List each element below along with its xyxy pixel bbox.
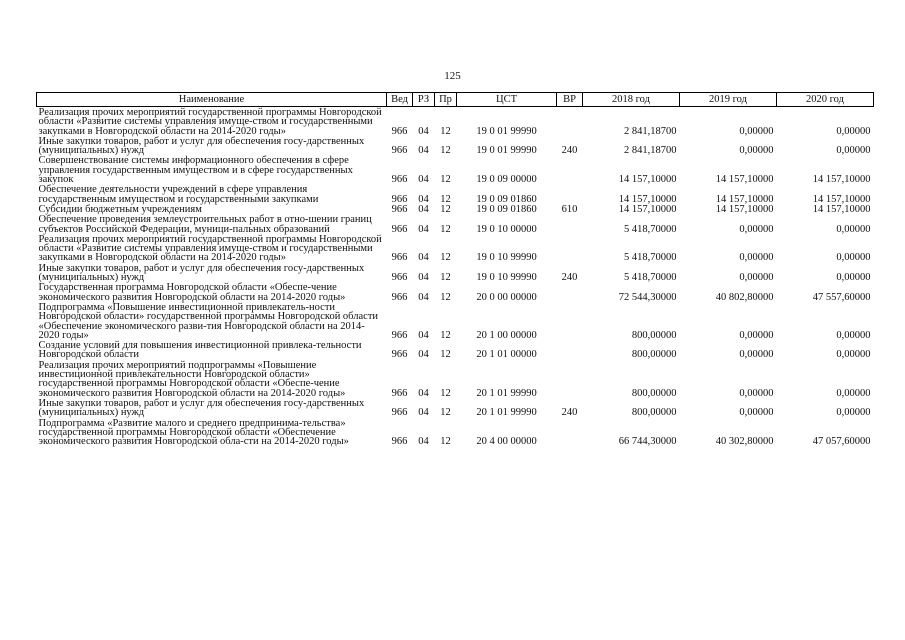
row-name: Иные закупки товаров, работ и услуг для обеспечения госу-дарственных (муниципальных) нужд	[38, 135, 365, 157]
row-pr: 12	[440, 272, 451, 284]
row-vr	[557, 234, 583, 263]
row-vr	[557, 360, 583, 398]
col-header-rz: РЗ	[413, 93, 435, 107]
row-pr: 12	[440, 125, 451, 137]
row-name: Создание условий для повышения инвестиционной привлека-тельности Новгородской области	[38, 340, 362, 361]
row-ved: 966	[391, 145, 408, 157]
row-ved: 966	[391, 125, 408, 137]
row-rz: 04	[418, 145, 429, 157]
col-header-2018: 2018 год	[583, 93, 680, 107]
page-number: 125	[444, 70, 461, 82]
col-header-2020: 2020 год	[777, 93, 874, 107]
row-vr: 240	[561, 407, 578, 419]
row-vr: 240	[561, 145, 578, 157]
row-value-2019: 14 157,10000	[715, 203, 774, 215]
row-pr: 12	[440, 436, 451, 448]
row-vr	[557, 418, 583, 447]
row-pr: 12	[440, 407, 451, 419]
row-name: Подпрограмма «Развитие малого и среднего предпринима-тельства» государственной программы Новгородской области «Обеспечение экономического развития Новгородской обла-сти на 2014-2020 годы»	[38, 417, 349, 448]
row-value-2020: 0,00000	[836, 223, 871, 235]
row-cst: 19 0 01 99990	[476, 145, 537, 157]
row-value-2020: 0,00000	[836, 329, 871, 341]
row-ved: 966	[391, 387, 408, 399]
row-value-2019: 14 157,10000	[715, 174, 774, 186]
table-row	[37, 418, 874, 447]
row-pr: 12	[440, 193, 451, 205]
row-ved: 966	[391, 174, 408, 186]
row-value-2019: 0,00000	[739, 329, 774, 341]
row-cst: 19 0 09 01860	[476, 203, 537, 215]
row-value-2019: 0,00000	[739, 223, 774, 235]
row-value-2020: 14 157,10000	[812, 193, 871, 205]
table-row	[37, 155, 874, 184]
row-rz: 04	[418, 203, 429, 215]
row-cst: 20 1 01 99990	[476, 407, 537, 419]
row-value-2019: 40 302,80000	[715, 436, 774, 448]
row-value-2018: 14 157,10000	[618, 203, 677, 215]
row-name: Государственная программа Новгородской области «Обеспе-чение экономического развития Новгородской области на 2014-2020 годы»	[38, 282, 346, 303]
row-value-2020: 47 557,60000	[812, 291, 871, 303]
row-value-2018: 800,00000	[631, 407, 677, 419]
row-pr: 12	[440, 223, 451, 235]
row-value-2020: 0,00000	[836, 125, 871, 137]
row-rz: 04	[418, 252, 429, 264]
table-row	[37, 282, 874, 302]
row-ved: 966	[391, 329, 408, 341]
row-value-2020: 0,00000	[836, 145, 871, 157]
row-vr	[557, 282, 583, 302]
row-value-2019: 14 157,10000	[715, 193, 774, 205]
row-ved: 966	[391, 223, 408, 235]
table-row	[37, 398, 874, 418]
row-value-2020: 47 057,60000	[812, 436, 871, 448]
row-value-2019: 0,00000	[739, 145, 774, 157]
row-rz: 04	[418, 291, 429, 303]
row-value-2018: 72 544,30000	[618, 291, 677, 303]
row-value-2019: 0,00000	[739, 252, 774, 264]
row-pr: 12	[440, 203, 451, 215]
col-header-vr: ВР	[557, 93, 583, 107]
row-cst: 20 4 00 00000	[476, 436, 537, 448]
row-ved: 966	[391, 203, 408, 215]
table-header-row	[37, 93, 874, 107]
row-rz: 04	[418, 349, 429, 361]
table-row	[37, 340, 874, 360]
row-rz: 04	[418, 125, 429, 137]
row-value-2018: 800,00000	[631, 329, 677, 341]
row-cst: 19 0 01 99990	[476, 125, 537, 137]
row-name: Обеспечение деятельности учреждений в сфере управления государственным имуществом и государственными закупками	[38, 184, 319, 205]
row-value-2018: 5 418,70000	[624, 223, 677, 235]
col-header-name: Наименование	[37, 93, 387, 107]
row-name: Иные закупки товаров, работ и услуг для обеспечения госу-дарственных (муниципальных) нужд	[38, 262, 365, 284]
row-value-2019: 0,00000	[739, 125, 774, 137]
row-rz: 04	[418, 387, 429, 399]
row-vr: 240	[561, 272, 578, 284]
row-name: Подпрограмма «Повышение инвестиционной привлекатель-ности Новгородской области» государственной программы Новгородской области «Обеспечение экономического разви-тия Новгородской области на 2014-2020 годы»	[38, 301, 379, 341]
table-body	[37, 107, 874, 447]
row-pr: 12	[440, 387, 451, 399]
table-row	[37, 204, 874, 214]
row-value-2019: 0,00000	[739, 407, 774, 419]
row-name: Реализация прочих мероприятий подпрограммы «Повышение инвестиционной привлекательности Новгородской области» государственной программы Новгородской области «Обеспе-чение экономического развития Новгородской области на 2014-2020 годы»	[38, 359, 346, 399]
row-value-2018: 2 841,18700	[624, 125, 677, 137]
row-vr	[557, 214, 583, 234]
row-pr: 12	[440, 291, 451, 303]
row-cst: 19 0 09 01860	[476, 193, 537, 205]
row-rz: 04	[418, 329, 429, 341]
row-value-2018: 800,00000	[631, 387, 677, 399]
row-name: Реализация прочих мероприятий государственной программы Новгородской области «Развитие системы управления имуще-ством и государственными закупками в Новгородской области на 2014-2020 годы»	[38, 107, 382, 137]
row-value-2018: 2 841,18700	[624, 145, 677, 157]
row-vr: 610	[561, 203, 578, 215]
table-row	[37, 234, 874, 263]
row-cst: 19 0 10 99990	[476, 252, 537, 264]
row-value-2019: 0,00000	[739, 272, 774, 284]
budget-table	[36, 92, 874, 446]
table-row	[37, 263, 874, 283]
row-value-2020: 0,00000	[836, 272, 871, 284]
row-value-2019: 0,00000	[739, 387, 774, 399]
col-header-pr: Пр	[435, 93, 457, 107]
row-name: Субсидии бюджетным учреждениям	[38, 203, 202, 215]
row-rz: 04	[418, 407, 429, 419]
row-vr	[557, 155, 583, 184]
row-value-2019: 0,00000	[739, 349, 774, 361]
row-rz: 04	[418, 436, 429, 448]
row-value-2018: 14 157,10000	[618, 174, 677, 186]
row-cst: 20 0 00 00000	[476, 291, 537, 303]
table-row	[37, 184, 874, 204]
row-pr: 12	[440, 174, 451, 186]
table-row	[37, 136, 874, 156]
row-pr: 12	[440, 145, 451, 157]
row-rz: 04	[418, 223, 429, 235]
row-rz: 04	[418, 272, 429, 284]
row-value-2020: 0,00000	[836, 387, 871, 399]
col-header-cst: ЦСТ	[457, 93, 557, 107]
row-rz: 04	[418, 174, 429, 186]
row-ved: 966	[391, 193, 408, 205]
row-value-2020: 0,00000	[836, 407, 871, 419]
row-name: Иные закупки товаров, работ и услуг для обеспечения госу-дарственных (муниципальных) нужд	[38, 397, 365, 419]
row-ved: 966	[391, 407, 408, 419]
row-name: Обеспечение проведения землеустроительных работ в отно-шении границ субъектов Российской Федерации, муници-пальных образований	[38, 214, 372, 235]
row-cst: 20 1 01 00000	[476, 349, 537, 361]
row-cst: 19 0 10 00000	[476, 223, 537, 235]
row-value-2019: 40 802,80000	[715, 291, 774, 303]
row-rz: 04	[418, 193, 429, 205]
row-cst: 20 1 01 99990	[476, 387, 537, 399]
row-value-2020: 14 157,10000	[812, 174, 871, 186]
row-ved: 966	[391, 349, 408, 361]
row-vr	[557, 302, 583, 340]
row-vr	[557, 184, 583, 204]
row-ved: 966	[391, 252, 408, 264]
table-row	[37, 360, 874, 398]
row-vr	[557, 107, 583, 136]
row-cst: 19 0 09 00000	[476, 174, 537, 186]
row-value-2018: 66 744,30000	[618, 436, 677, 448]
row-cst: 19 0 10 99990	[476, 272, 537, 284]
col-header-ved: Вед	[387, 93, 413, 107]
row-name: Совершенствование системы информационного обеспечения в сфере управления государственным имуществом и в сфере государственных закупок	[38, 155, 353, 186]
row-pr: 12	[440, 349, 451, 361]
row-value-2018: 5 418,70000	[624, 272, 677, 284]
table-row	[37, 302, 874, 340]
row-name: Реализация прочих мероприятий государственной программы Новгородской области «Развитие системы управления имуще-ством и государственными закупками в Новгородской области на 2014-2020 годы»	[38, 233, 382, 264]
col-header-2019: 2019 год	[680, 93, 777, 107]
row-value-2020: 14 157,10000	[812, 203, 871, 215]
row-value-2018: 14 157,10000	[618, 193, 677, 205]
table-row	[37, 107, 874, 136]
row-value-2018: 800,00000	[631, 349, 677, 361]
row-value-2020: 0,00000	[836, 252, 871, 264]
row-pr: 12	[440, 329, 451, 341]
row-vr	[557, 340, 583, 360]
row-ved: 966	[391, 272, 408, 284]
row-value-2020: 0,00000	[836, 349, 871, 361]
row-value-2018: 5 418,70000	[624, 252, 677, 264]
row-ved: 966	[391, 436, 408, 448]
row-cst: 20 1 00 00000	[476, 329, 537, 341]
row-ved: 966	[391, 291, 408, 303]
table-row	[37, 214, 874, 234]
row-pr: 12	[440, 252, 451, 264]
